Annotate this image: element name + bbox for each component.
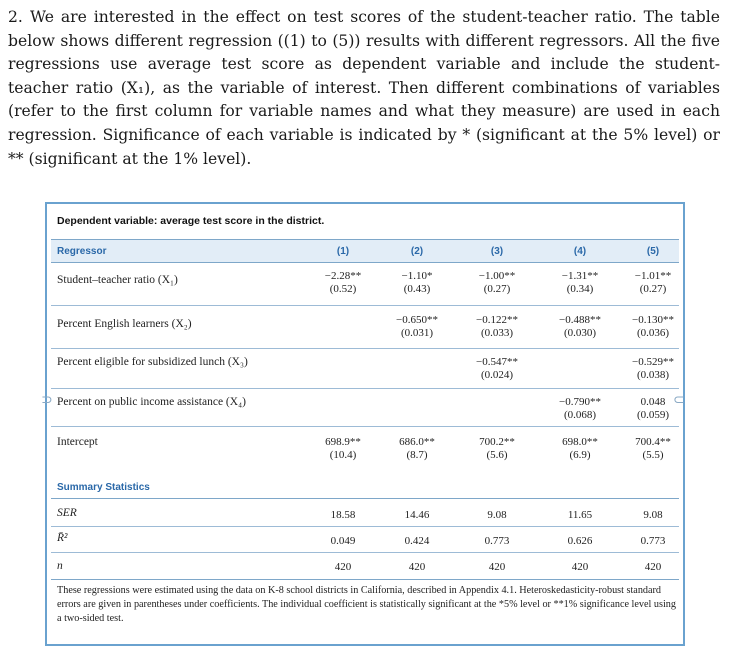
coef-cell: 700.4** (5.5) [635, 436, 671, 461]
column-header: (1) [336, 246, 350, 257]
summary-cell: 0.626 [567, 535, 593, 547]
summary-label-n: n [57, 560, 63, 572]
summary-cell: 0.049 [330, 535, 356, 547]
regression-table [41, 202, 685, 646]
coef-cell: 698.9** (10.4) [325, 436, 361, 461]
table-rule [51, 526, 679, 527]
table-footnote: These regressions were estimated using the data on K-8 school districts in California, described in Appendix 4.1. Heteroskedasticity-robust standard errors are given in parentheses under coefficients. The individual coefficient is statistically significant at the *5% level or **1% significance level using a two-sided test. [57, 585, 676, 624]
summary-cell: 420 [644, 561, 662, 573]
coef-cell: −1.31** (0.34) [561, 270, 599, 295]
coef-cell: −0.790** (0.068) [559, 396, 601, 421]
row-label-x2: Percent English learners (X₂) [57, 318, 192, 330]
summary-cell: 420 [488, 561, 506, 573]
regressor-header: Regressor [57, 246, 107, 257]
summary-cell: 9.08 [487, 509, 507, 521]
coef-cell: −1.01** (0.27) [634, 270, 672, 295]
table-rule [51, 348, 679, 349]
summary-label-ser: SER [57, 507, 77, 519]
table-rule [51, 579, 679, 580]
coef-cell: −1.00** (0.27) [478, 270, 516, 295]
table-rule [51, 305, 679, 306]
summary-heading: Summary Statistics [57, 482, 150, 493]
coef-cell: −0.488** (0.030) [559, 314, 601, 339]
table-rule [51, 552, 679, 553]
coef-cell: −1.10* (0.43) [401, 270, 433, 295]
column-header: (3) [490, 246, 504, 257]
coef-cell: −0.547** (0.024) [476, 356, 518, 381]
question-body: We are interested in the effect on test scores of the student-teacher ratio. The table below shows different regression ((1) to (5)) results with different regressors. All the five regressions use average test score as dependent variable and include the student-teacher ratio (X₁), as the variable of interest. Then different combinations of variables (refer to the first column for variable names and what they measure) are used in each regression. Significance of each variable is indicated by * (significant at the 5% level) or ** (significant at the 1% level). [8, 8, 720, 168]
summary-label-r2: R̄² [57, 532, 68, 544]
table-rule [51, 498, 679, 499]
summary-cell: 11.65 [567, 509, 593, 521]
column-header: (5) [646, 246, 660, 257]
coef-cell: 0.048 (0.059) [636, 396, 670, 421]
summary-cell: 0.424 [404, 535, 430, 547]
column-header: (4) [573, 246, 587, 257]
summary-cell: 14.46 [404, 509, 430, 521]
coef-cell: 698.0** (6.9) [562, 436, 598, 461]
coef-cell: −0.122** (0.033) [476, 314, 518, 339]
row-label-x3: Percent eligible for subsidized lunch (X₃) [57, 356, 248, 368]
summary-cell: 420 [334, 561, 352, 573]
right-bracket-mark: ⊂ [673, 392, 685, 408]
summary-cell: 18.58 [330, 509, 356, 521]
table-rule [51, 262, 679, 263]
coef-cell: 700.2** (5.6) [479, 436, 515, 461]
table-heading: Dependent variable: average test score in the district. [57, 215, 325, 227]
coef-cell: 686.0** (8.7) [399, 436, 435, 461]
summary-cell: 0.773 [640, 535, 666, 547]
question-text-block [8, 6, 720, 171]
summary-cell: 0.773 [484, 535, 510, 547]
summary-cell: 420 [408, 561, 426, 573]
coef-cell: −2.28** (0.52) [324, 270, 362, 295]
coef-cell: −0.650** (0.031) [396, 314, 438, 339]
row-label-x1: Student–teacher ratio (X₁) [57, 274, 178, 286]
left-bracket-mark: ⊃ [41, 392, 53, 408]
summary-cell: 9.08 [643, 509, 663, 521]
row-label-intercept: Intercept [57, 436, 98, 448]
table-rule [51, 388, 679, 389]
column-header: (2) [410, 246, 424, 257]
table-rule [51, 426, 679, 427]
summary-cell: 420 [571, 561, 589, 573]
question-number: 2. [8, 8, 23, 26]
coef-cell: −0.130** (0.036) [632, 314, 674, 339]
row-label-x4: Percent on public income assistance (X₄) [57, 396, 246, 408]
coef-cell: −0.529** (0.038) [632, 356, 674, 381]
